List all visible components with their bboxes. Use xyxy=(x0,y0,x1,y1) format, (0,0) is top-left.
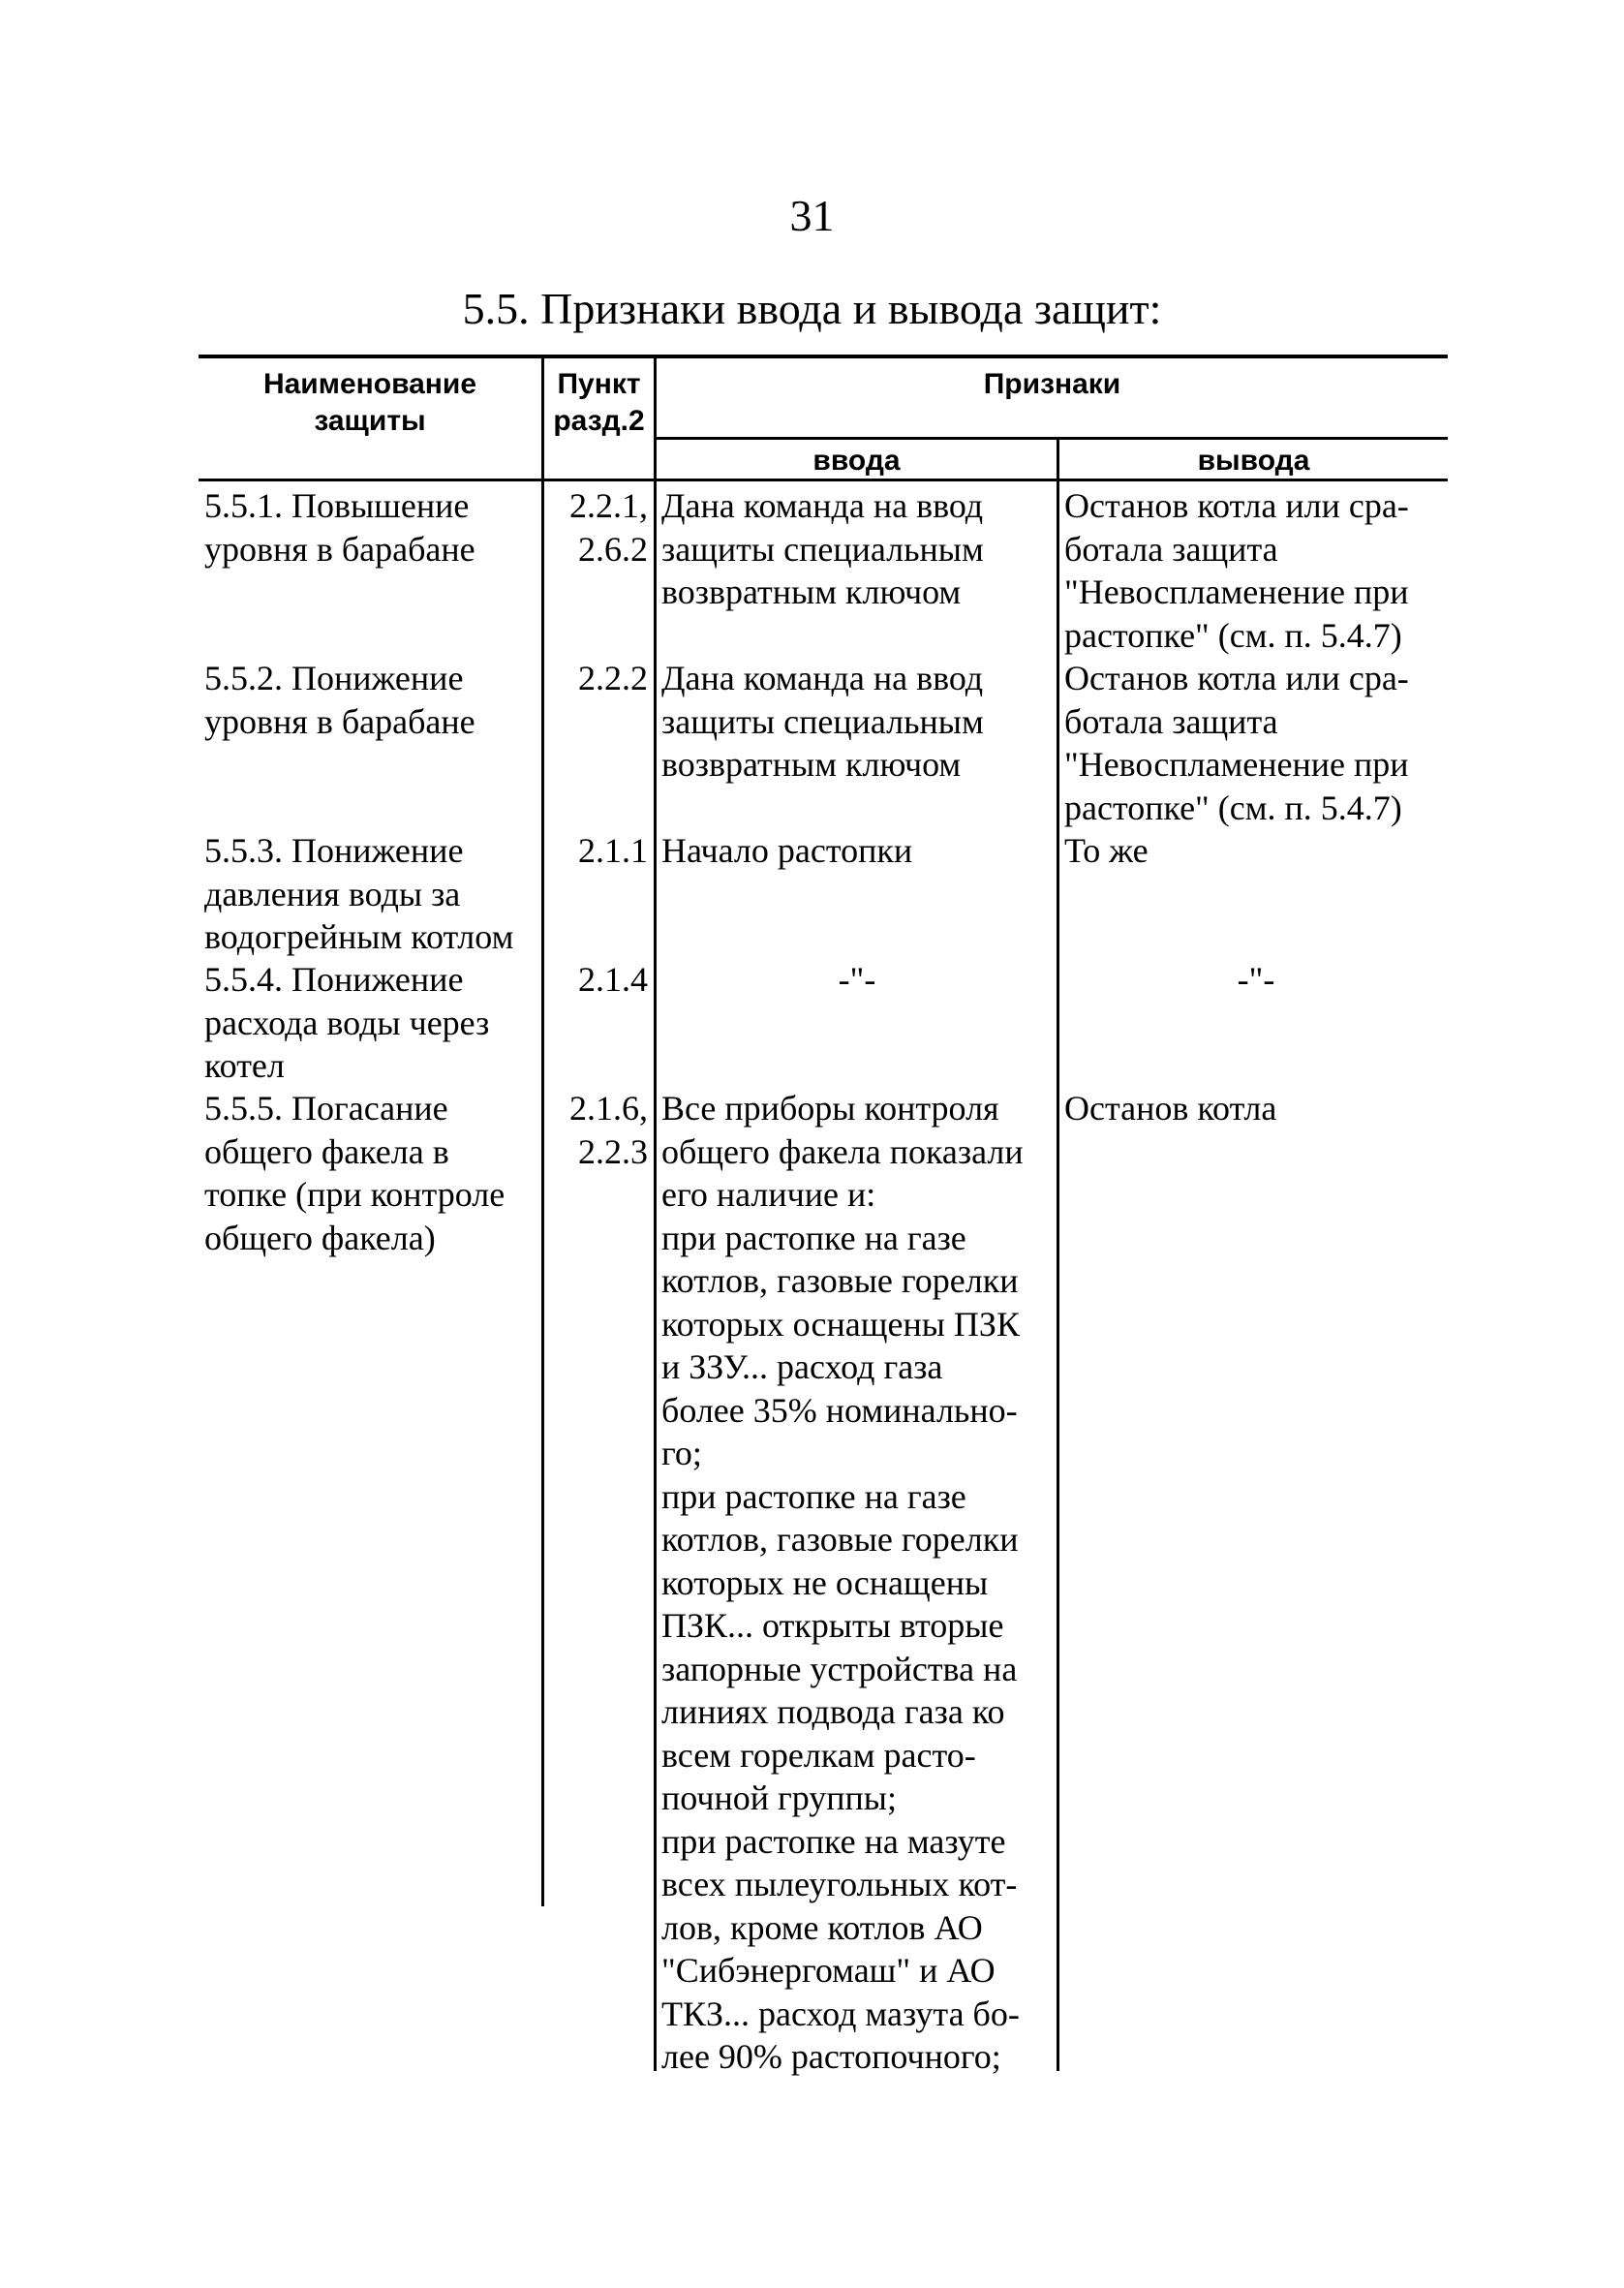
row-3-vvoda: Начало растопки xyxy=(661,831,913,870)
page-number: 31 xyxy=(789,191,835,240)
row-3-name: 5.5.3. Понижение давления воды за водогрейным котлом xyxy=(204,831,514,956)
protections-table xyxy=(199,355,1448,2076)
row-5-punkt: 2.1.6, 2.2.3 xyxy=(569,1089,648,1171)
priznaki-sub-rule xyxy=(654,437,1448,440)
column-divider-vvoda xyxy=(1057,438,1059,2071)
row-4-vyvoda: -"- xyxy=(1237,960,1275,999)
row-2-vvoda: Дана команда на ввод защиты специальным возвратным ключом xyxy=(661,659,984,784)
column-divider-name xyxy=(541,355,544,1906)
row-4-punkt: 2.1.4 xyxy=(578,960,648,999)
row-1-vyvoda: Останов котла или сра- ботала защита "Невоспламенение при растопке" (см. п. 5.4.7) xyxy=(1064,486,1409,655)
column-divider-punkt xyxy=(654,355,657,2071)
row-3-vyvoda: То же xyxy=(1064,831,1149,870)
row-4-name: 5.5.4. Понижение расхода воды через котел xyxy=(204,960,490,1085)
row-2-punkt: 2.2.2 xyxy=(578,659,648,697)
header-vyvoda: вывода xyxy=(1197,445,1310,477)
header-name: Наименование защиты xyxy=(262,368,477,437)
table-top-rule xyxy=(199,355,1448,358)
row-1-name: 5.5.1. Повышение уровня в барабане xyxy=(204,486,475,569)
row-5-vvoda: Все приборы контроля общего факела показали его наличие и: при растопке на газе котлов, газовые горелки которых оснащены ПЗК и ЗЗУ... расход газа более 35% номинально- го; при растопке на газе котлов, газовые горелки которых не оснащены ПЗК... открыты вторые запорные устройства на линиях подвода газа ко всем горелкам расто- почной группы; при растопке на мазуте всех пылеугольных кот- лов, кроме котлов АО "Сибэнергомаш" и АО ТКЗ... расход мазута бо- лее 90% растопочного; xyxy=(661,1089,1024,2076)
row-1-vvoda: Дана команда на ввод защиты специальным возвратным ключом xyxy=(661,486,984,611)
header-punkt: Пункт разд.2 xyxy=(553,368,645,437)
row-4-vvoda: -"- xyxy=(838,960,876,999)
row-5-vyvoda: Останов котла xyxy=(1064,1089,1277,1128)
row-2-vyvoda: Останов котла или сра- ботала защита "Невоспламенение при растопке" (см. п. 5.4.7) xyxy=(1064,659,1409,827)
row-2-name: 5.5.2. Понижение уровня в барабане xyxy=(204,659,475,741)
row-5-name: 5.5.5. Погасание общего факела в топке (при контроле общего факела) xyxy=(204,1089,506,1257)
row-3-punkt: 2.1.1 xyxy=(578,831,648,870)
row-1-punkt: 2.2.1, 2.6.2 xyxy=(569,486,648,569)
header-vvoda: ввода xyxy=(812,445,901,477)
section-title: 5.5. Признаки ввода и вывода защит: xyxy=(462,284,1162,333)
header-priznaki: Признаки xyxy=(983,368,1121,400)
